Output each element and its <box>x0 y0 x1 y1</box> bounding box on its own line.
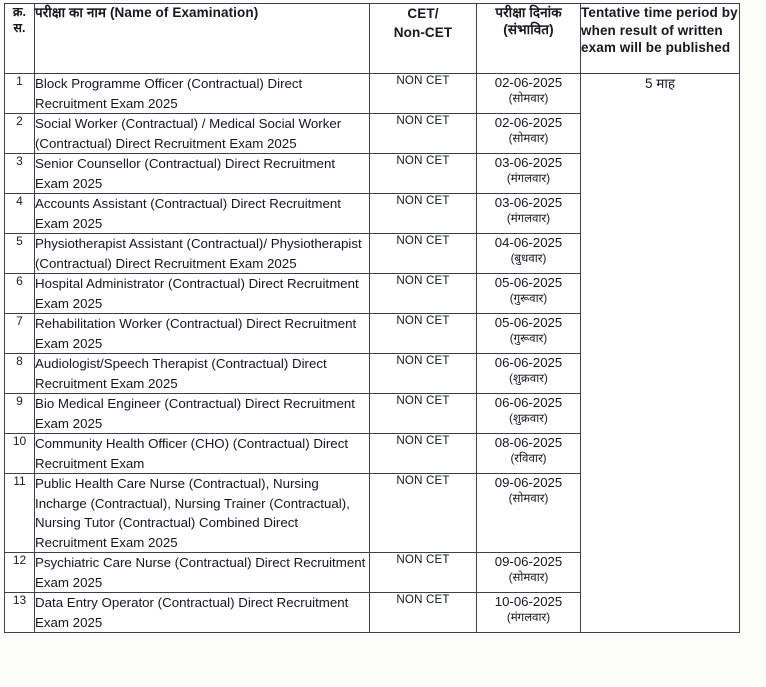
cell-exam-name: Physiotherapist Assistant (Contractual)/ Physiotherapist (Contractual) Direct Recruitment Exam 2025 <box>35 234 370 274</box>
cell-exam-name: Social Worker (Contractual) / Medical Social Worker (Contractual) Direct Recruitment Exam 2025 <box>35 114 370 154</box>
cell-exam-date <box>477 74 581 114</box>
cell-exam-name: Audiologist/Speech Therapist (Contractual) Direct Recruitment Exam 2025 <box>35 354 370 394</box>
header-row <box>5 4 740 74</box>
cell-exam-date <box>477 154 581 194</box>
cell-exam-date <box>477 553 581 593</box>
date-header-line-1: परीक्षा दिनांक <box>495 5 562 20</box>
cell-serial-number: 7 <box>5 314 35 354</box>
serial-header-line-1: क्र. <box>12 5 27 19</box>
column-header-result-time-period: Tentative time period by when result of written exam will be published <box>581 4 740 74</box>
cell-exam-name: Data Entry Operator (Contractual) Direct Recruitment Exam 2025 <box>35 593 370 633</box>
serial-header-line-2: स. <box>13 21 26 35</box>
cet-header-line-2: Non-CET <box>393 25 453 40</box>
exam-weekday-value: (सोमवार) <box>508 571 549 584</box>
cell-exam-name: Community Health Officer (CHO) (Contractual) Direct Recruitment Exam <box>35 434 370 474</box>
cell-exam-name: Senior Counsellor (Contractual) Direct Recruitment Exam 2025 <box>35 154 370 194</box>
exam-date-value: 08-06-2025 <box>494 435 563 450</box>
exam-date-value: 03-06-2025 <box>494 195 563 210</box>
cell-result-time-period-merged: 5 माह <box>581 74 740 633</box>
cell-cet-type: NON CET <box>370 74 477 114</box>
column-header-cet-type <box>370 4 477 74</box>
cell-serial-number: 3 <box>5 154 35 194</box>
cell-cet-type: NON CET <box>370 593 477 633</box>
exam-weekday-value: (सोमवार) <box>508 132 549 145</box>
exam-date-value: 09-06-2025 <box>494 554 563 569</box>
exam-weekday-value: (सोमवार) <box>508 492 549 505</box>
cell-exam-name: Bio Medical Engineer (Contractual) Direct Recruitment Exam 2025 <box>35 394 370 434</box>
exam-weekday-value: (सोमवार) <box>508 92 549 105</box>
cell-serial-number: 11 <box>5 474 35 553</box>
column-header-exam-date <box>477 4 581 74</box>
cell-exam-name: Block Programme Officer (Contractual) Direct Recruitment Exam 2025 <box>35 74 370 114</box>
cell-serial-number: 9 <box>5 394 35 434</box>
exam-weekday-value: (मंगलवार) <box>506 172 551 185</box>
cell-cet-type: NON CET <box>370 154 477 194</box>
exam-date-value: 10-06-2025 <box>494 594 563 609</box>
exam-date-value: 03-06-2025 <box>494 155 563 170</box>
table-row <box>5 74 740 114</box>
date-header-line-2: (संभावित) <box>503 22 554 37</box>
cell-serial-number: 12 <box>5 553 35 593</box>
cell-cet-type: NON CET <box>370 274 477 314</box>
cell-cet-type: NON CET <box>370 394 477 434</box>
cell-cet-type: NON CET <box>370 234 477 274</box>
cell-cet-type: NON CET <box>370 354 477 394</box>
cell-cet-type: NON CET <box>370 474 477 553</box>
cell-cet-type: NON CET <box>370 194 477 234</box>
exam-date-value: 06-06-2025 <box>494 395 563 410</box>
cell-exam-name: Accounts Assistant (Contractual) Direct Recruitment Exam 2025 <box>35 194 370 234</box>
cell-exam-date <box>477 234 581 274</box>
cell-serial-number: 1 <box>5 74 35 114</box>
cell-cet-type: NON CET <box>370 114 477 154</box>
cell-serial-number: 13 <box>5 593 35 633</box>
exam-date-value: 09-06-2025 <box>494 475 563 490</box>
exam-date-value: 02-06-2025 <box>494 75 563 90</box>
exam-weekday-value: (मंगलवार) <box>506 611 551 624</box>
cet-header-line-1: CET/ <box>407 6 439 21</box>
cell-exam-date <box>477 274 581 314</box>
cell-exam-name: Psychiatric Care Nurse (Contractual) Direct Recruitment Exam 2025 <box>35 553 370 593</box>
exam-date-value: 05-06-2025 <box>494 275 563 290</box>
cell-cet-type: NON CET <box>370 553 477 593</box>
exam-date-value: 02-06-2025 <box>494 115 563 130</box>
column-header-serial-number <box>5 4 35 74</box>
exam-date-value: 06-06-2025 <box>494 355 563 370</box>
cell-exam-name: Hospital Administrator (Contractual) Direct Recruitment Exam 2025 <box>35 274 370 314</box>
exam-weekday-value: (गुरूवार) <box>509 292 548 305</box>
cell-serial-number: 2 <box>5 114 35 154</box>
cell-exam-name: Rehabilitation Worker (Contractual) Direct Recruitment Exam 2025 <box>35 314 370 354</box>
cell-exam-date <box>477 114 581 154</box>
table-body <box>5 74 740 633</box>
cell-serial-number: 4 <box>5 194 35 234</box>
cell-exam-date <box>477 314 581 354</box>
cell-cet-type: NON CET <box>370 314 477 354</box>
cell-exam-date <box>477 434 581 474</box>
exam-weekday-value: (गुरूवार) <box>509 332 548 345</box>
cell-exam-name: Public Health Care Nurse (Contractual), Nursing Incharge (Contractual), Nursing Trainer (Contractual), Nursing Tutor (Contractual) Combined Direct Recruitment Exam 2025 <box>35 474 370 553</box>
cell-exam-date <box>477 474 581 553</box>
cell-serial-number: 10 <box>5 434 35 474</box>
cell-cet-type: NON CET <box>370 434 477 474</box>
exam-schedule-table <box>4 3 740 633</box>
cell-serial-number: 6 <box>5 274 35 314</box>
cell-exam-date <box>477 593 581 633</box>
exam-weekday-value: (बुधवार) <box>510 252 547 265</box>
exam-date-value: 04-06-2025 <box>494 235 563 250</box>
cell-serial-number: 5 <box>5 234 35 274</box>
cell-serial-number: 8 <box>5 354 35 394</box>
exam-weekday-value: (शुक्रवार) <box>509 372 548 385</box>
cell-exam-date <box>477 194 581 234</box>
exam-weekday-value: (शुक्रवार) <box>509 412 548 425</box>
exam-weekday-value: (मंगलवार) <box>506 212 551 225</box>
exam-weekday-value: (रविवार) <box>510 452 547 465</box>
cell-exam-date <box>477 394 581 434</box>
exam-date-value: 05-06-2025 <box>494 315 563 330</box>
column-header-exam-name: परीक्षा का नाम (Name of Examination) <box>35 4 370 74</box>
cell-exam-date <box>477 354 581 394</box>
table-header <box>5 4 740 74</box>
